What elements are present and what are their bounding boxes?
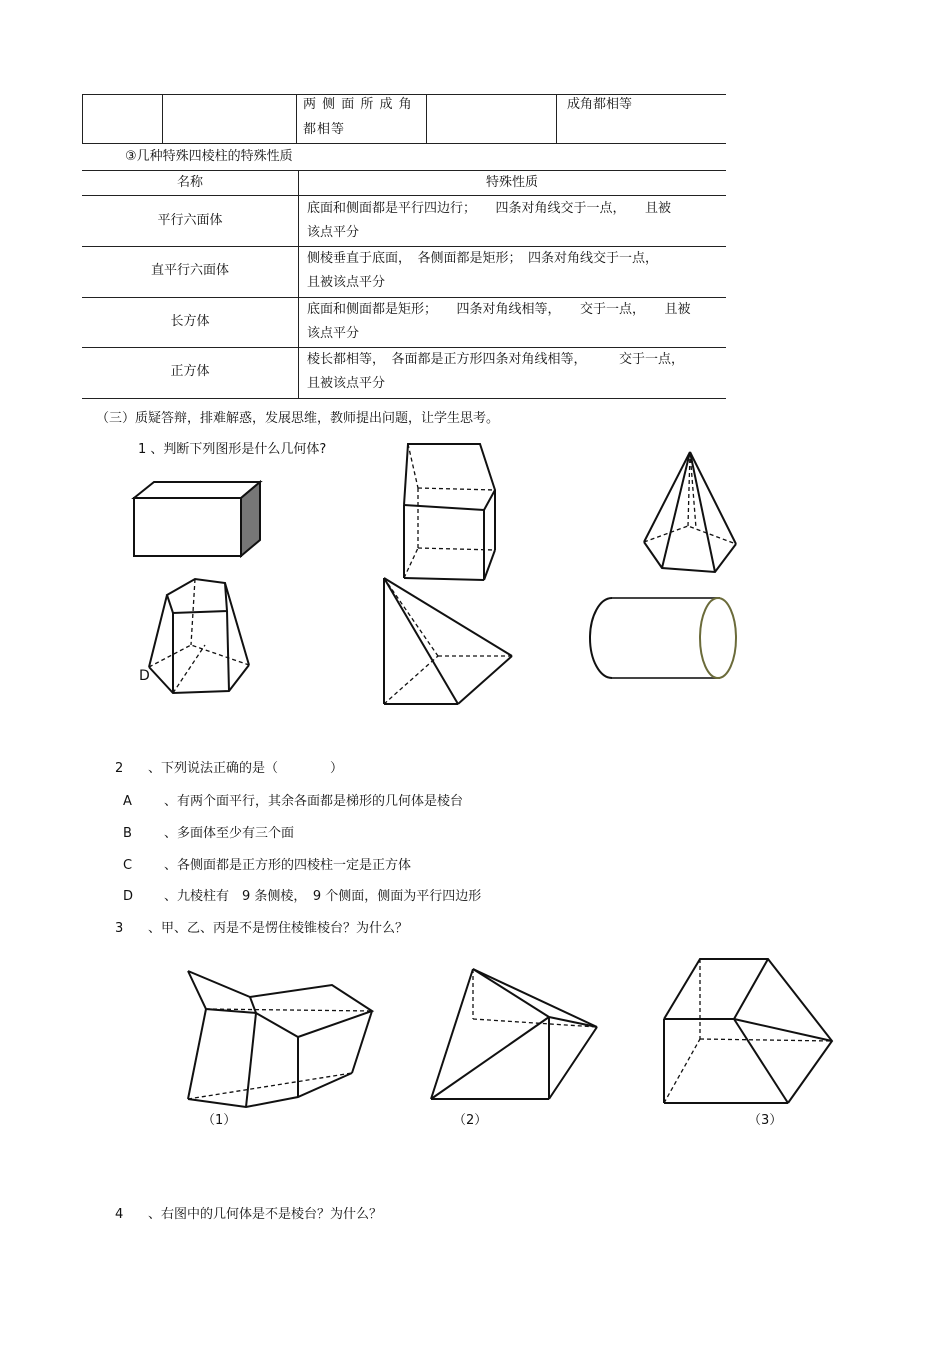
figure-label-d: D bbox=[139, 668, 150, 684]
section-heading: ③几种特殊四棱柱的特殊性质 bbox=[125, 149, 293, 164]
question-1: 1 、判断下列图形是什么几何体? bbox=[138, 442, 327, 457]
option-text: 、各侧面都是正方形的四棱柱一定是正方体 bbox=[164, 858, 412, 873]
figure-cuboid bbox=[130, 478, 265, 560]
option-text: 、九棱柱有 9 条侧棱， 9 个侧面，侧面为平行四边形 bbox=[164, 889, 482, 904]
figure-caption-2: （2） bbox=[453, 1113, 488, 1128]
figure-q3-1 bbox=[182, 965, 382, 1110]
option-text: 、多面体至少有三个面 bbox=[164, 826, 295, 841]
question-4-number: 4 bbox=[115, 1207, 124, 1222]
header-property: 特殊性质 bbox=[485, 175, 538, 190]
table-row-property: 底面和侧面都是矩形； 四条对角线相等， 交于一点， 且被 bbox=[307, 302, 691, 317]
table-row-name: 长方体 bbox=[170, 314, 210, 329]
figure-frustum bbox=[145, 575, 255, 695]
top-table-cell-text-2: 成角都相等 bbox=[567, 97, 633, 112]
question-4: 、右图中的几何体是不是棱台？为什么？ bbox=[148, 1207, 383, 1222]
table-row-property: 侧棱垂直于底面， 各侧面都是矩形； 四条对角线交于一点， bbox=[307, 251, 659, 266]
figure-q3-2 bbox=[425, 965, 605, 1105]
option-letter: A bbox=[123, 794, 132, 809]
figure-hexagonal-prism bbox=[398, 440, 498, 585]
table-row-property-cont: 该点平分 bbox=[307, 326, 360, 341]
table-row-property-cont: 该点平分 bbox=[307, 225, 360, 240]
question-3: 、甲、乙、丙是不是愣住棱锥棱台？为什么？ bbox=[148, 921, 409, 936]
option-letter: C bbox=[123, 858, 133, 873]
table-row-name: 平行六面体 bbox=[157, 213, 223, 228]
figure-q3-3 bbox=[660, 955, 840, 1105]
option-letter: D bbox=[123, 889, 134, 904]
table-row-name: 直平行六面体 bbox=[150, 263, 229, 278]
table-row-name: 正方体 bbox=[170, 364, 210, 379]
figure-hexagonal-pyramid bbox=[640, 448, 740, 578]
table-row-property: 棱长都相等， 各面都是正方形四条对角线相等， 交于一点， bbox=[307, 352, 685, 367]
question-2-number: 2 bbox=[115, 761, 124, 776]
table-row-property-cont: 且被该点平分 bbox=[307, 275, 386, 290]
figure-tetrahedron bbox=[378, 572, 518, 712]
header-name: 名称 bbox=[176, 175, 203, 190]
table-row-property-cont: 且被该点平分 bbox=[307, 376, 386, 391]
option-letter: B bbox=[123, 826, 132, 841]
question-2: 、下列说法正确的是（ ） bbox=[148, 761, 344, 776]
question-3-number: 3 bbox=[115, 921, 124, 936]
figure-caption-1: （1） bbox=[202, 1113, 237, 1128]
option-text: 、有两个面平行，其余各面都是梯形的几何体是棱台 bbox=[164, 794, 464, 809]
figure-caption-3: （3） bbox=[748, 1113, 783, 1128]
discussion-heading: （三）质疑答辩，排难解惑，发展思维，教师提出问题，让学生思考。 bbox=[96, 411, 500, 426]
top-table-cell-text: 两 侧 面 所 成 角 都相等 bbox=[303, 97, 413, 137]
figure-cylinder bbox=[590, 592, 740, 684]
table-row-property: 底面和侧面都是平行四边行； 四条对角线交于一点， 且被 bbox=[307, 201, 672, 216]
